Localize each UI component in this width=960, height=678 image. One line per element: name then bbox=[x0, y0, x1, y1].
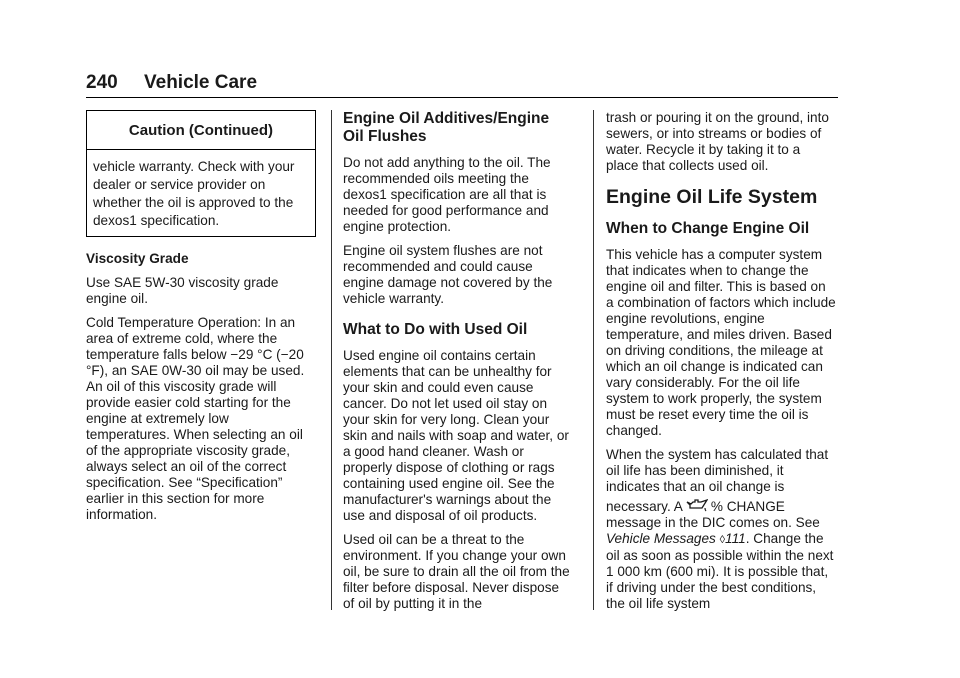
additives-heading: Engine Oil Additives/Engine Oil Flushes bbox=[343, 110, 550, 145]
text-span: . Change the oil as soon as possible within the next 1 000 km (600 mi). It is possible that, if driving under the best conditions, the oil life system bbox=[606, 531, 834, 611]
viscosity-heading: Viscosity Grade bbox=[86, 251, 189, 266]
text-span: % CHANGE message in the DIC comes on. See bbox=[606, 499, 820, 530]
column-middle bbox=[343, 110, 573, 620]
paragraph bbox=[606, 499, 836, 612]
caution-box bbox=[86, 110, 316, 237]
column-divider-1 bbox=[331, 110, 332, 610]
paragraph: Engine oil system flushes are not recommended and could cause engine damage not covered by the vehicle warranty. bbox=[343, 243, 553, 306]
paragraph: Do not add anything to the oil. The recommended oils meeting the dexos1 specification are all that is needed for good performance and engine protection. bbox=[343, 155, 551, 234]
column-divider-2 bbox=[593, 110, 594, 610]
page-ref-icon: ◊ bbox=[719, 534, 726, 546]
page-header bbox=[86, 70, 838, 100]
paragraph: trash or pouring it on the ground, into sewers, or into streams or bodies of water. Recycle it by taking it to a place that collects used oil. bbox=[606, 110, 829, 173]
section-title: Vehicle Care bbox=[144, 72, 258, 93]
caution-title: Caution (Continued) bbox=[87, 111, 315, 150]
paragraph: When the system has calculated that oil life has been diminished, it indicates that an oil change is bbox=[606, 447, 829, 494]
column-right bbox=[606, 110, 836, 620]
oil-can-icon bbox=[686, 499, 708, 512]
oil-life-system-heading: Engine Oil Life System bbox=[606, 186, 818, 208]
used-oil-heading: What to Do with Used Oil bbox=[343, 321, 528, 338]
ref-page-number[interactable]: 111 bbox=[725, 531, 746, 546]
paragraph: Use SAE 5W-30 viscosity grade engine oil. bbox=[86, 275, 279, 306]
vehicle-messages-ref[interactable]: Vehicle Messages bbox=[606, 531, 716, 546]
paragraph: Used oil can be a threat to the environment. If you change your own oil, be sure to drain all the oil from the filter before disposal. Never dispose of oil by putting it in the bbox=[343, 532, 570, 611]
when-to-change-heading: When to Change Engine Oil bbox=[606, 220, 810, 237]
page-number: 240 bbox=[86, 72, 118, 93]
caution-body: vehicle warranty. Check with your dealer or service provider on whether the oil is approved to the dexos1 specification. bbox=[93, 159, 295, 228]
text-span: necessary. A bbox=[606, 499, 683, 514]
header-rule bbox=[86, 97, 838, 98]
paragraph: Used engine oil contains certain elements that can be unhealthy for your skin and could even cause cancer. Do not let used oil stay on your skin for very long. Clean your skin and nails with soap and water, or a good hand cleaner. Wash or properly dispose of clothing or rags containing used engine oil. See the manufacturer's warnings about the use and disposal of oil products. bbox=[343, 348, 569, 523]
paragraph: This vehicle has a computer system that indicates when to change the engine oil and filter. This is based on a combination of factors which include engine revolutions, engine temperature, and miles driven. Based on driving conditions, the mileage at which an oil change is indicated can vary considerably. For the oil life system to work properly, the system must be reset every time the oil is changed. bbox=[606, 247, 836, 438]
column-left bbox=[86, 110, 316, 531]
paragraph: Cold Temperature Operation: In an area of extreme cold, where the temperature falls below −29 °C (−20 °F), an SAE 0W-30 oil may be used. An oil of this viscosity grade will provide easier cold starting for the engine at extremely low temperatures. When selecting an oil of the appropriate viscosity grade, always select an oil of the correct specification. See “Specification” earlier in this section for more information. bbox=[86, 315, 305, 522]
